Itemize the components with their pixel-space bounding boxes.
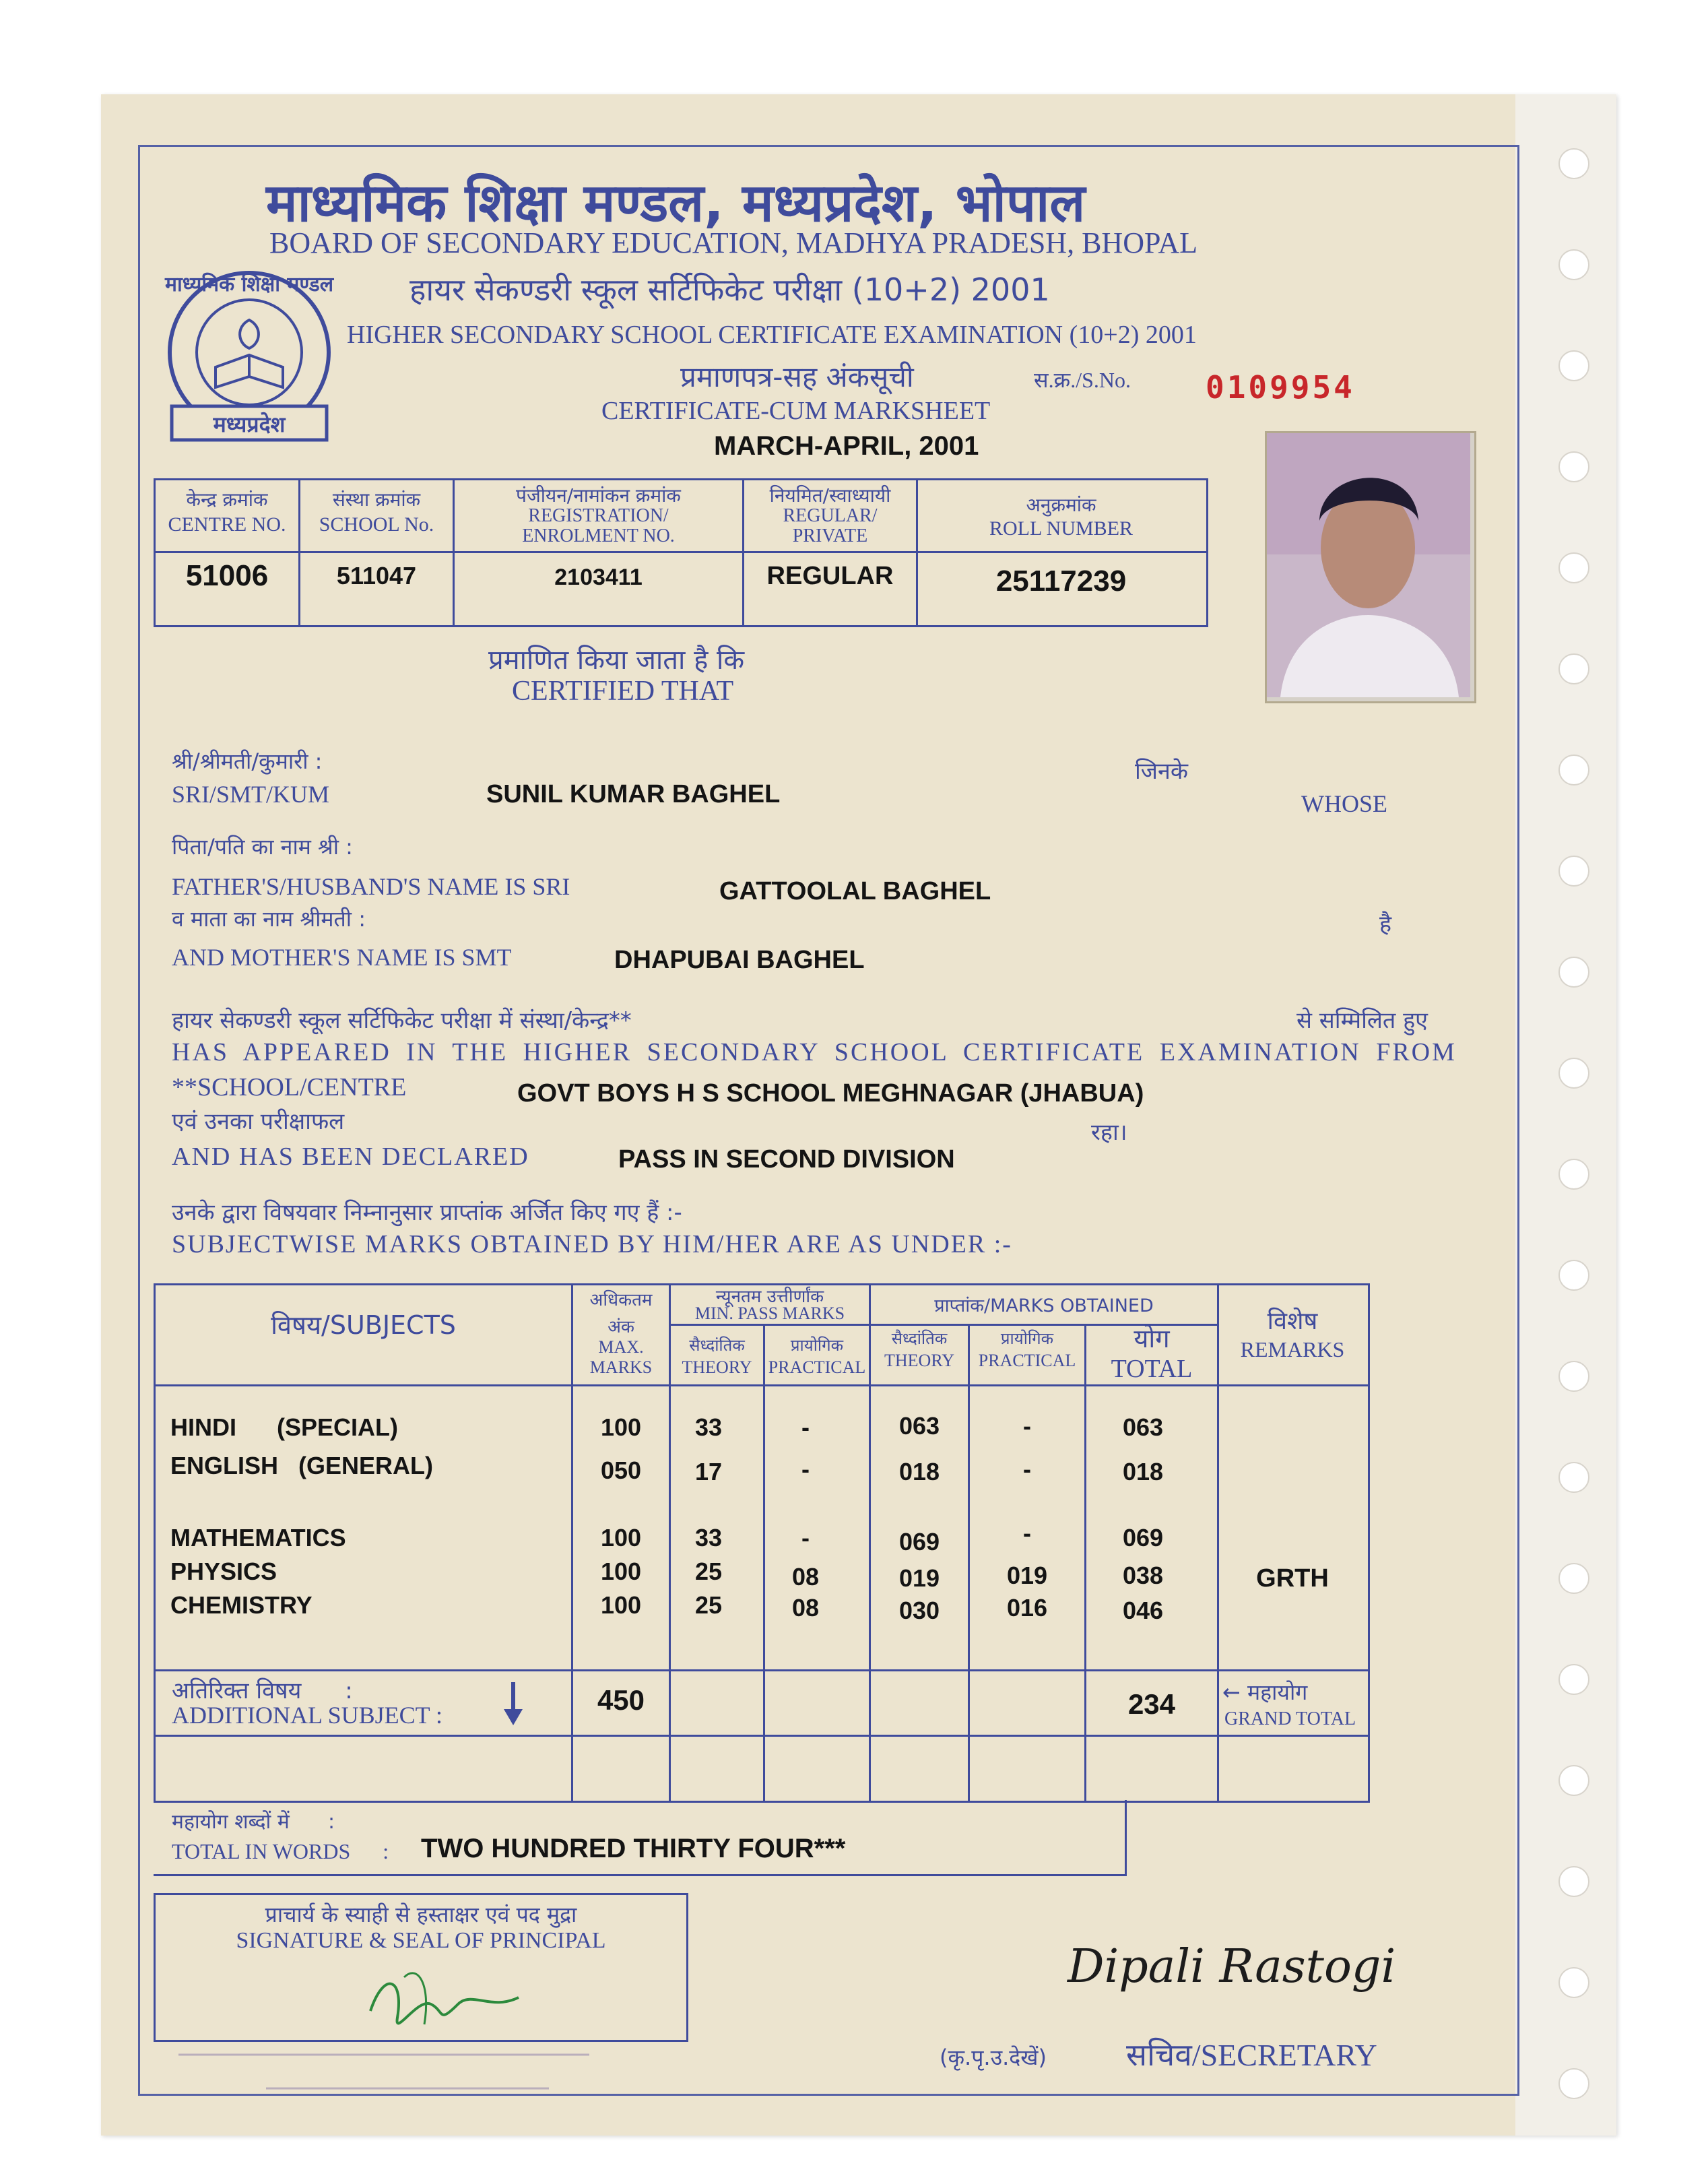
practical-marks: 019 [1006, 1562, 1048, 1589]
school-no-value: 511047 [336, 562, 417, 589]
registration-header-hindi: पंजीयन/नामांकन क्रमांक [516, 484, 681, 507]
result-value: PASS IN SECOND DIVISION [618, 1145, 955, 1174]
perforation-hole [1558, 1967, 1589, 1998]
perforation-hole [1558, 856, 1589, 887]
table-divider [154, 1384, 1368, 1386]
min-practical: - [801, 1455, 810, 1483]
registration-no-value: 2103411 [554, 565, 643, 590]
centre-no-header-hindi: केन्द्र क्रमांक [186, 488, 268, 511]
registration-header: REGISTRATION/ [528, 505, 669, 526]
mother-label-hindi: व माता का नाम श्रीमती : [172, 906, 366, 932]
table-divider [154, 1735, 1368, 1737]
min-practical: 08 [791, 1563, 820, 1591]
additional-subject-hindi: अतिरिक्त विषय : [172, 1677, 353, 1704]
total-in-words-value: TWO HUNDRED THIRTY FOUR*** [421, 1834, 846, 1863]
perforation-hole [1558, 1664, 1589, 1695]
practical-marks: - [1023, 1412, 1031, 1440]
total-words-hindi: महायोग शब्दों में : [172, 1810, 335, 1834]
additional-subject-label: ADDITIONAL SUBJECT : [172, 1702, 442, 1729]
whose-hindi: जिनके [1135, 758, 1189, 785]
practical-marks: - [1023, 1455, 1031, 1483]
perforation-hole [1558, 1765, 1589, 1796]
exam-title-hindi: हायर सेकण्डरी स्कूल सर्टिफिकेट परीक्षा (10+2) 2001 [409, 271, 1050, 308]
roll-number-header-hindi: अनुक्रमांक [1026, 494, 1096, 516]
perforation-hole [1558, 350, 1589, 381]
exam-session: MARCH-APRIL, 2001 [714, 431, 979, 461]
centre-no-value: 51006 [185, 559, 269, 592]
school-no-header: SCHOOL No. [319, 513, 434, 536]
perforated-strip [1515, 94, 1616, 2136]
total-header-hindi: योग [1134, 1324, 1170, 1353]
board-title-hindi: माध्यमिक शिक्षा मण्डल, मध्यप्रदेश, भोपाल [266, 173, 1086, 234]
max-marks: 100 [600, 1413, 642, 1441]
subject-name: MATHEMATICS [170, 1524, 346, 1551]
name-label: SRI/SMT/KUM [172, 781, 330, 808]
father-label-hindi: पिता/पति का नाम श्री : [172, 834, 353, 860]
perforation-hole [1558, 1563, 1589, 1594]
min-theory: 33 [694, 1413, 723, 1441]
remarks-header: REMARKS [1240, 1337, 1345, 1361]
grand-total-label: GRAND TOTAL [1224, 1708, 1356, 1729]
max-marks: 050 [600, 1456, 642, 1484]
min-practical-header: PRACTICAL [768, 1357, 866, 1377]
theory-marks: 069 [898, 1528, 940, 1556]
table-divider [154, 1669, 1368, 1671]
school-no-header-hindi: संस्था क्रमांक [332, 488, 421, 511]
perforation-hole [1558, 148, 1589, 179]
mother-label: AND MOTHER'S NAME IS SMT [172, 944, 512, 971]
perforation-hole [1558, 1361, 1589, 1392]
perforation-hole [1558, 1159, 1589, 1190]
father-name: GATTOOLAL BAGHEL [719, 877, 991, 905]
appeared-label-hindi-right: से सम्मिलित हुए [1296, 1007, 1428, 1034]
max-marks: 100 [600, 1524, 642, 1551]
perforation-hole [1558, 1058, 1589, 1089]
secretary-signature: Dipali Rastogi [1068, 1940, 1396, 1993]
subject-name: PHYSICS [170, 1558, 277, 1585]
regular-private-header-hindi: नियमित/स्वाध्यायी [769, 484, 891, 507]
principal-label: SIGNATURE & SEAL OF PRINCIPAL [236, 1928, 606, 1953]
appeared-label: HAS APPEARED IN THE HIGHER SECONDARY SCHOOL CERTIFICATE EXAMINATION FROM [172, 1038, 1457, 1066]
seal-top-text: माध्यमिक शिक्षा मण्डल [165, 273, 334, 296]
theory-marks: 018 [898, 1458, 940, 1485]
certificate-title-hindi: प्रमाणपत्र-सह अंकसूची [680, 360, 914, 393]
school-name: GOVT BOYS H S SCHOOL MEGHNAGAR (JHABUA) [517, 1079, 1144, 1108]
certificate-title-english: CERTIFICATE-CUM MARKSHEET [601, 397, 991, 425]
max-marks-header: MAX. [598, 1337, 644, 1357]
subjectwise-hindi: उनके द्वारा विषयवार निम्नानुसार प्राप्तांक अर्जित किए गए हैं :- [172, 1199, 682, 1226]
perforation-hole [1558, 957, 1589, 988]
grand-total-hindi: ← महायोग [1222, 1679, 1308, 1705]
mother-name: DHAPUBAI BAGHEL [614, 946, 865, 974]
table-divider [763, 1324, 765, 1801]
theory-header-hindi: सैध्दांतिक [891, 1329, 948, 1348]
perforation-hole [1558, 552, 1589, 583]
board-title-english: BOARD OF SECONDARY EDUCATION, MADHYA PRADESH, BHOPAL [269, 226, 1198, 259]
principal-signature-icon [357, 1957, 546, 2045]
perforation-hole [1558, 1260, 1589, 1291]
father-label: FATHER'S/HUSBAND'S NAME IS SRI [172, 873, 570, 900]
private-header: PRIVATE [792, 525, 868, 546]
marks-obtained-header: प्राप्तांक/MARKS OBTAINED [934, 1295, 1154, 1316]
min-pass-header-hindi: न्यूनतम उत्तीर्णांक [715, 1287, 824, 1307]
name-label-hindi: श्री/श्रीमती/कुमारी : [172, 748, 323, 774]
perforation-hole [1558, 451, 1589, 482]
min-practical: - [801, 1413, 810, 1441]
max-marks: 100 [600, 1558, 642, 1585]
subjects-header: विषय/SUBJECTS [271, 1310, 456, 1340]
max-marks-header-2: MARKS [589, 1357, 653, 1377]
min-theory: 33 [694, 1524, 723, 1551]
total-words-label: TOTAL IN WORDS : [172, 1839, 389, 1863]
certified-hindi: प्रमाणित किया जाता है कि [488, 645, 745, 676]
perforation-hole [1558, 249, 1589, 280]
student-photo [1265, 431, 1476, 703]
appeared-label-hindi: हायर सेकण्डरी स्कूल सर्टिफिकेट परीक्षा में संस्था/केन्द्र** [172, 1007, 632, 1034]
school-centre-label: **SCHOOL/CENTRE [172, 1073, 407, 1101]
subjectwise-english: SUBJECTWISE MARKS OBTAINED BY HIM/HER ARE AS UNDER :- [172, 1230, 1012, 1258]
secretary-label: सचिव/SECRETARY [1126, 2038, 1377, 2072]
theory-marks: 019 [898, 1564, 940, 1592]
enrolment-header: ENROLMENT NO. [522, 525, 675, 546]
subject-name: ENGLISH (GENERAL) [170, 1452, 434, 1479]
subject-name: HINDI (SPECIAL) [170, 1413, 399, 1441]
min-theory: 17 [694, 1458, 723, 1485]
grand-max-marks: 450 [597, 1684, 645, 1716]
max-marks-header-hindi: अधिकतम [589, 1290, 653, 1310]
practical-header-hindi: प्रायोगिक [1000, 1329, 1054, 1348]
perforation-hole [1558, 653, 1589, 684]
max-marks-header-hindi-2: अंक [607, 1317, 634, 1337]
min-practical: 08 [791, 1594, 820, 1622]
perforation-hole [1558, 1462, 1589, 1493]
total-marks: 063 [1122, 1413, 1164, 1441]
theory-header: THEORY [884, 1351, 954, 1370]
certified-english: CERTIFIED THAT [512, 676, 734, 707]
remarks-header-hindi: विशेष [1267, 1308, 1318, 1335]
min-pass-header: MIN. PASS MARKS [694, 1304, 845, 1323]
whose-english: WHOSE [1301, 790, 1387, 817]
practical-header: PRACTICAL [978, 1351, 1076, 1370]
min-practical: - [801, 1524, 810, 1551]
hai-hindi: है [1379, 911, 1392, 938]
roll-number-header: ROLL NUMBER [989, 517, 1134, 540]
min-theory: 25 [694, 1591, 723, 1619]
max-marks: 100 [600, 1591, 642, 1619]
regular-private-value: REGULAR [766, 562, 894, 590]
min-theory-header: THEORY [682, 1357, 752, 1377]
serial-number: 0109954 [1206, 369, 1355, 406]
arrow-down-icon [500, 1681, 527, 1728]
centre-no-header: CENTRE NO. [168, 513, 286, 536]
total-marks: 069 [1122, 1524, 1164, 1551]
principal-stamp-icon [172, 2034, 643, 2109]
perforation-hole [1558, 755, 1589, 786]
serial-number-label: स.क्र./S.No. [1034, 368, 1131, 392]
pto-label: (कृ.पृ.उ.देखें) [940, 2045, 1047, 2070]
result-label-hindi: एवं उनका परीक्षाफल [172, 1108, 345, 1135]
regular-header: REGULAR/ [783, 505, 878, 526]
min-practical-header-hindi: प्रायोगिक [790, 1336, 844, 1355]
raha-hindi: रहा। [1091, 1119, 1127, 1146]
practical-marks: 016 [1006, 1594, 1048, 1622]
student-portrait-icon [1267, 433, 1470, 697]
total-marks: 018 [1122, 1458, 1164, 1485]
total-header: TOTAL [1111, 1355, 1193, 1383]
seal-bottom-text: मध्यप्रदेश [213, 412, 286, 437]
min-theory: 25 [694, 1558, 723, 1585]
remarks-value: GRTH [1256, 1564, 1329, 1593]
total-marks: 038 [1122, 1562, 1164, 1589]
theory-marks: 063 [898, 1412, 940, 1440]
exam-title-english: HIGHER SECONDARY SCHOOL CERTIFICATE EXAMINATION (10+2) 2001 [347, 321, 1197, 349]
perforation-hole [1558, 1866, 1589, 1897]
practical-marks: - [1023, 1519, 1031, 1547]
principal-label-hindi: प्राचार्य के स्याही से हस्ताक्षर एवं पद मुद्रा [265, 1902, 577, 1927]
min-theory-header-hindi: सैध्दांतिक [689, 1336, 745, 1355]
declared-label: AND HAS BEEN DECLARED [172, 1143, 529, 1171]
theory-marks: 030 [898, 1597, 940, 1624]
subject-name: CHEMISTRY [170, 1591, 313, 1619]
roll-number-value: 25117239 [995, 565, 1127, 598]
total-marks: 046 [1122, 1597, 1164, 1624]
student-name: SUNIL KUMAR BAGHEL [486, 780, 781, 808]
perforation-hole [1558, 2068, 1589, 2099]
grand-total-value: 234 [1127, 1688, 1176, 1720]
table-divider [154, 551, 1206, 553]
